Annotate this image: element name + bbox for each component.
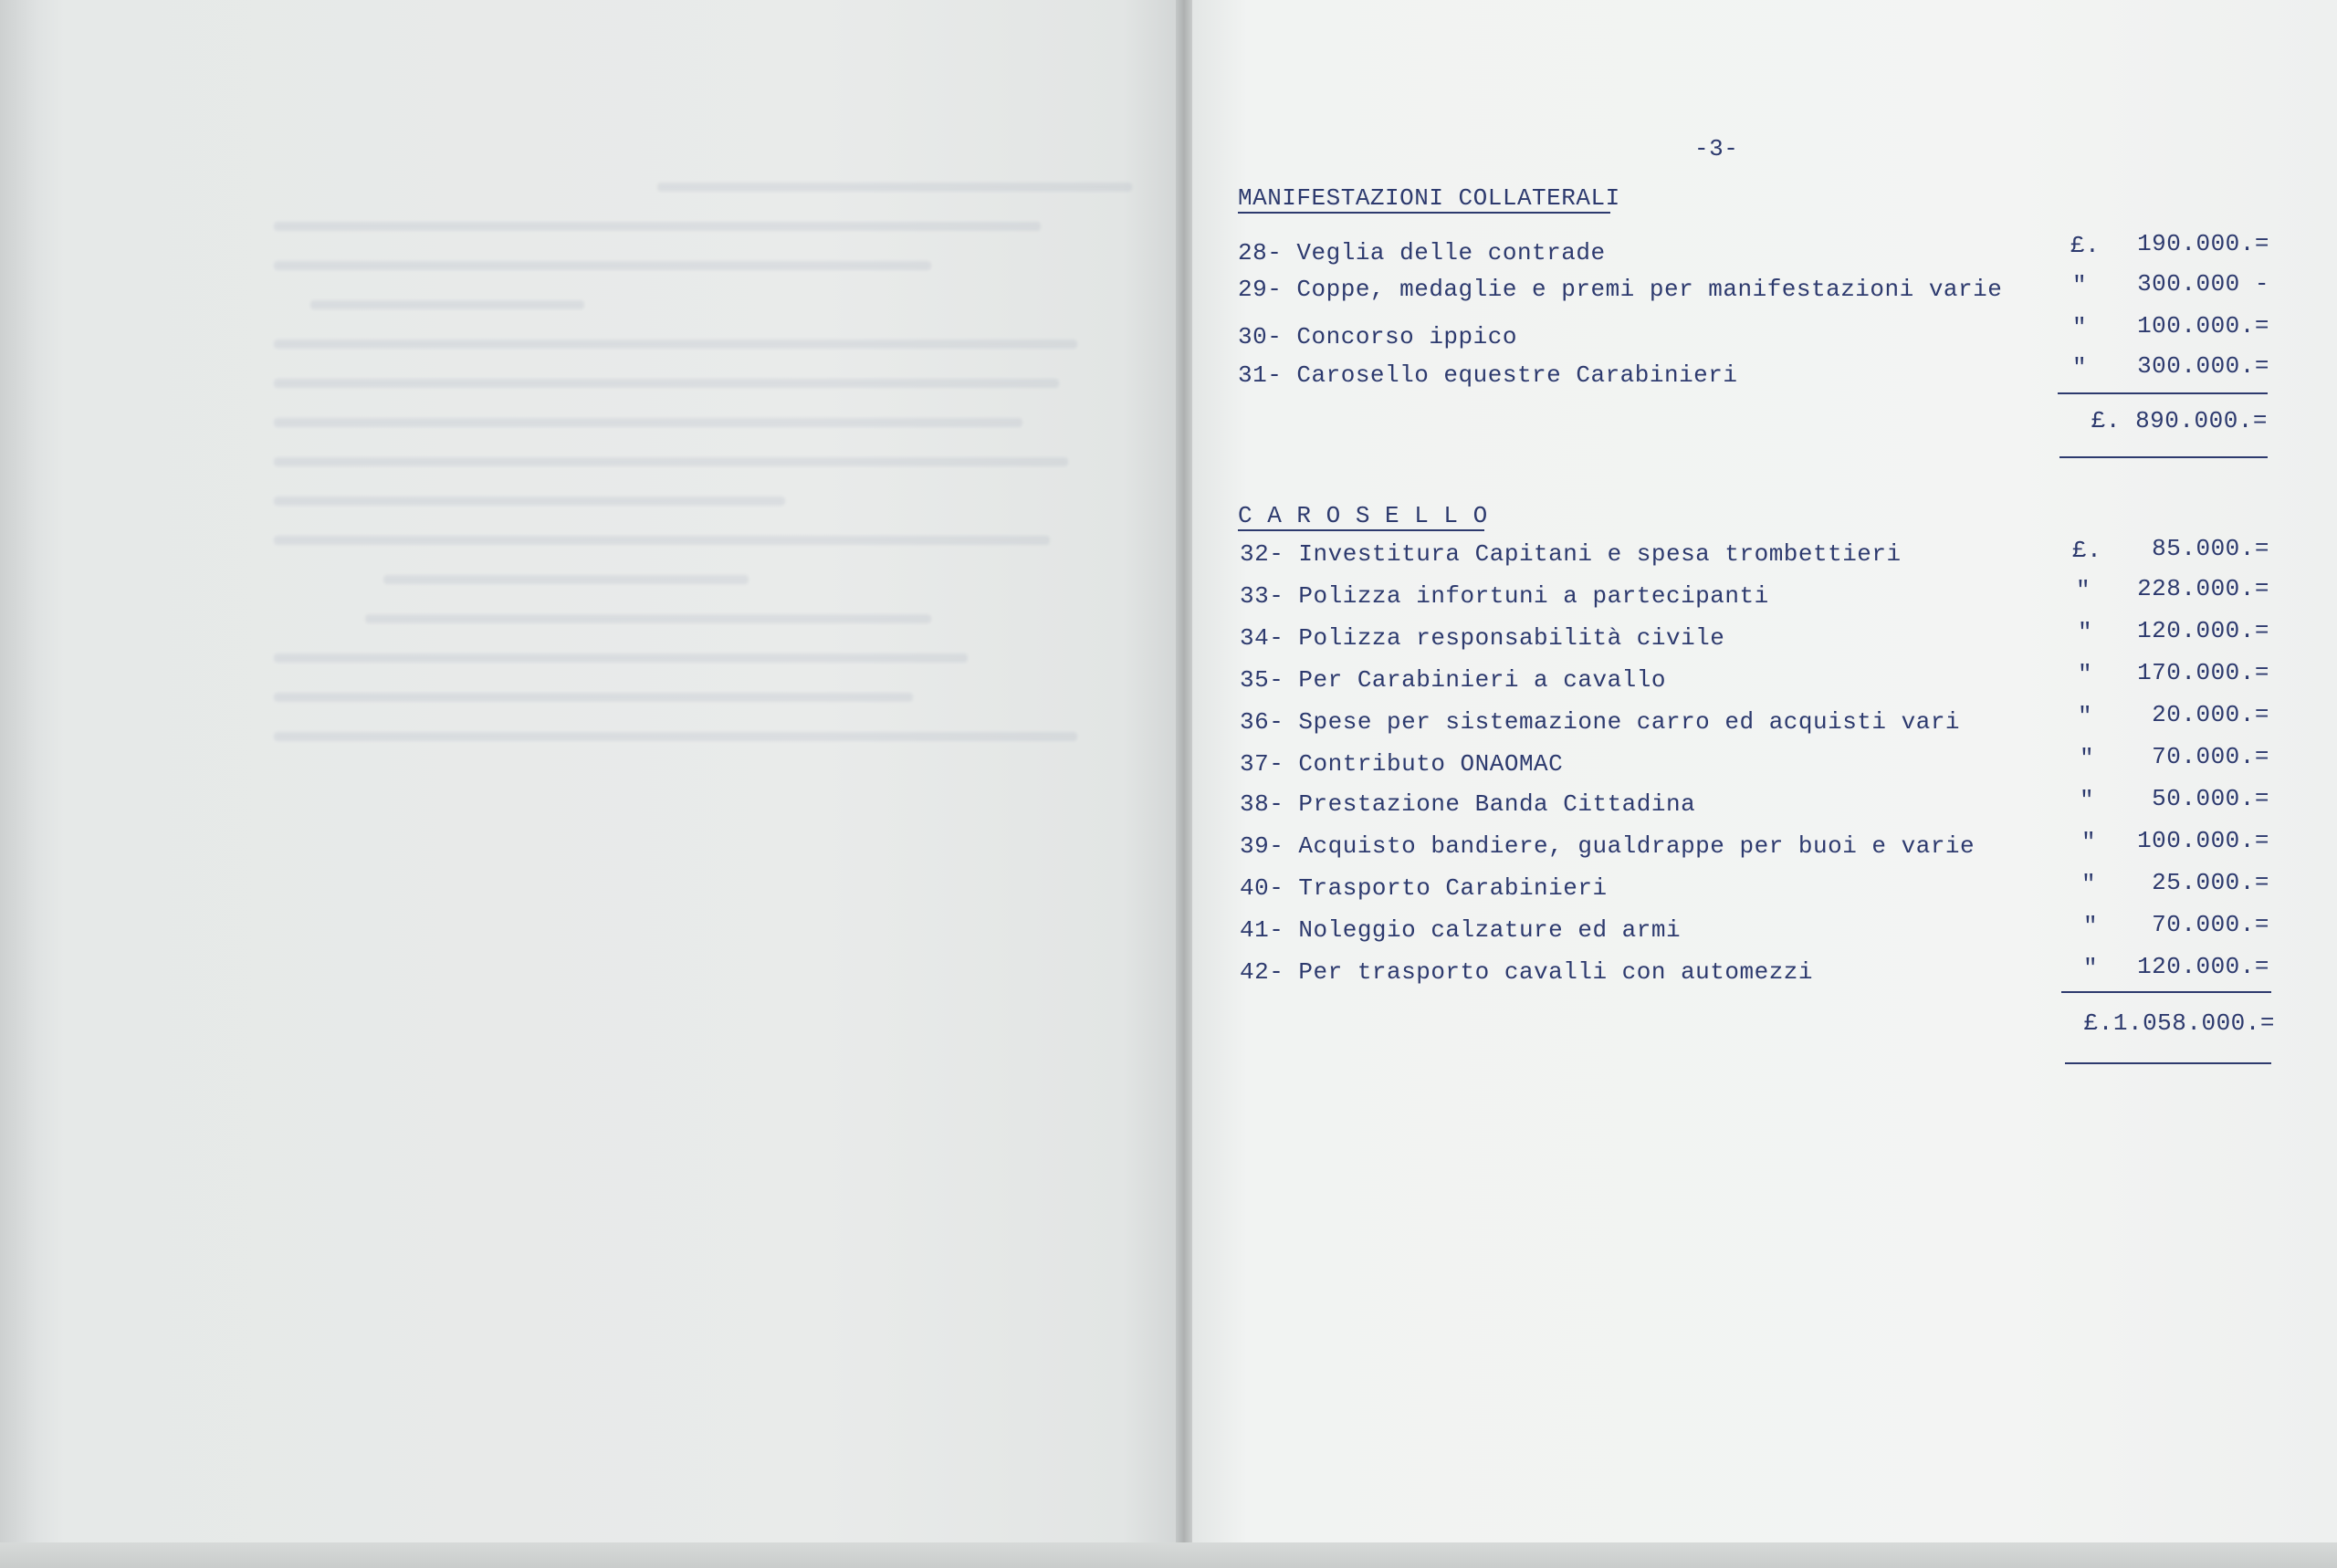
currency-mark: " (2083, 913, 2099, 940)
line-item-amount: 300.000 - (2137, 270, 2269, 298)
heading-underline (1238, 212, 1610, 214)
line-item-label: 29- Coppe, medaglie e premi per manifestazioni varie (1238, 276, 2003, 303)
line-item-label: 37- Contributo ONAOMAC (1240, 750, 1564, 778)
line-item-label: 39- Acquisto bandiere, gualdrappe per buoi e varie (1240, 832, 1975, 860)
currency-mark: " (2078, 661, 2093, 688)
line-item-amount: 228.000.= (2137, 575, 2269, 602)
line-item-label: 36- Spese per sistemazione carro ed acquisti vari (1240, 708, 1961, 736)
bleed-through-text (274, 183, 1095, 821)
total-rule (2065, 1062, 2271, 1064)
line-item-amount: 50.000.= (2152, 785, 2269, 812)
currency-mark: " (2072, 314, 2088, 341)
currency-mark: £. (2072, 537, 2102, 564)
line-item-label: 28- Veglia delle contrade (1238, 239, 1606, 267)
heading-underline (1238, 529, 1484, 531)
subtotal-rule (2058, 392, 2268, 394)
currency-mark: " (2081, 829, 2097, 856)
line-item-label: 31- Carosello equestre Carabinieri (1238, 361, 1738, 389)
currency-mark: " (2072, 354, 2088, 382)
line-item-label: 33- Polizza infortuni a partecipanti (1240, 582, 1769, 610)
currency-mark: " (2080, 745, 2095, 772)
line-item-label: 42- Per trasporto cavalli con automezzi (1240, 958, 1813, 986)
line-item-label: 32- Investitura Capitani e spesa trombettieri (1240, 540, 1902, 568)
total-rule (2059, 456, 2268, 458)
line-item-amount: 170.000.= (2137, 659, 2269, 686)
subtotal-rule (2061, 991, 2271, 993)
page-number: -3- (1694, 135, 1739, 162)
line-item-amount: 25.000.= (2152, 869, 2269, 896)
line-item-label: 34- Polizza responsabilità civile (1240, 624, 1725, 652)
page-bottom-edge (0, 1542, 2337, 1568)
section-heading-manifestazioni: MANIFESTAZIONI COLLATERALI (1238, 184, 1620, 212)
currency-mark: " (2078, 619, 2093, 646)
line-item-amount: 120.000.= (2137, 953, 2269, 980)
line-item-amount: 100.000.= (2137, 312, 2269, 340)
currency-mark: £. (2070, 232, 2101, 259)
line-item-label: 40- Trasporto Carabinieri (1240, 874, 1608, 902)
book-spine (1176, 0, 1194, 1568)
line-item-label: 30- Concorso ippico (1238, 323, 1517, 350)
section-total: £. 890.000.= (2091, 407, 2268, 434)
line-item-label: 35- Per Carabinieri a cavallo (1240, 666, 1666, 694)
line-item-amount: 70.000.= (2152, 911, 2269, 938)
currency-mark: " (2076, 577, 2091, 604)
line-item-amount: 85.000.= (2152, 535, 2269, 562)
line-item-amount: 70.000.= (2152, 743, 2269, 770)
line-item-label: 38- Prestazione Banda Cittadina (1240, 790, 1696, 818)
line-item-label: 41- Noleggio calzature ed armi (1240, 916, 1682, 944)
currency-mark: " (2083, 955, 2099, 982)
currency-mark: " (2081, 871, 2097, 898)
currency-mark: " (2072, 272, 2088, 299)
currency-mark: " (2078, 703, 2093, 730)
line-item-amount: 100.000.= (2137, 827, 2269, 854)
line-item-amount: 300.000.= (2137, 352, 2269, 380)
section-heading-carosello: C A R O S E L L O (1238, 502, 1488, 529)
section-total: £.1.058.000.= (2083, 1009, 2275, 1037)
line-item-amount: 190.000.= (2137, 230, 2269, 257)
line-item-amount: 20.000.= (2152, 701, 2269, 728)
line-item-amount: 120.000.= (2137, 617, 2269, 644)
currency-mark: " (2080, 787, 2095, 814)
